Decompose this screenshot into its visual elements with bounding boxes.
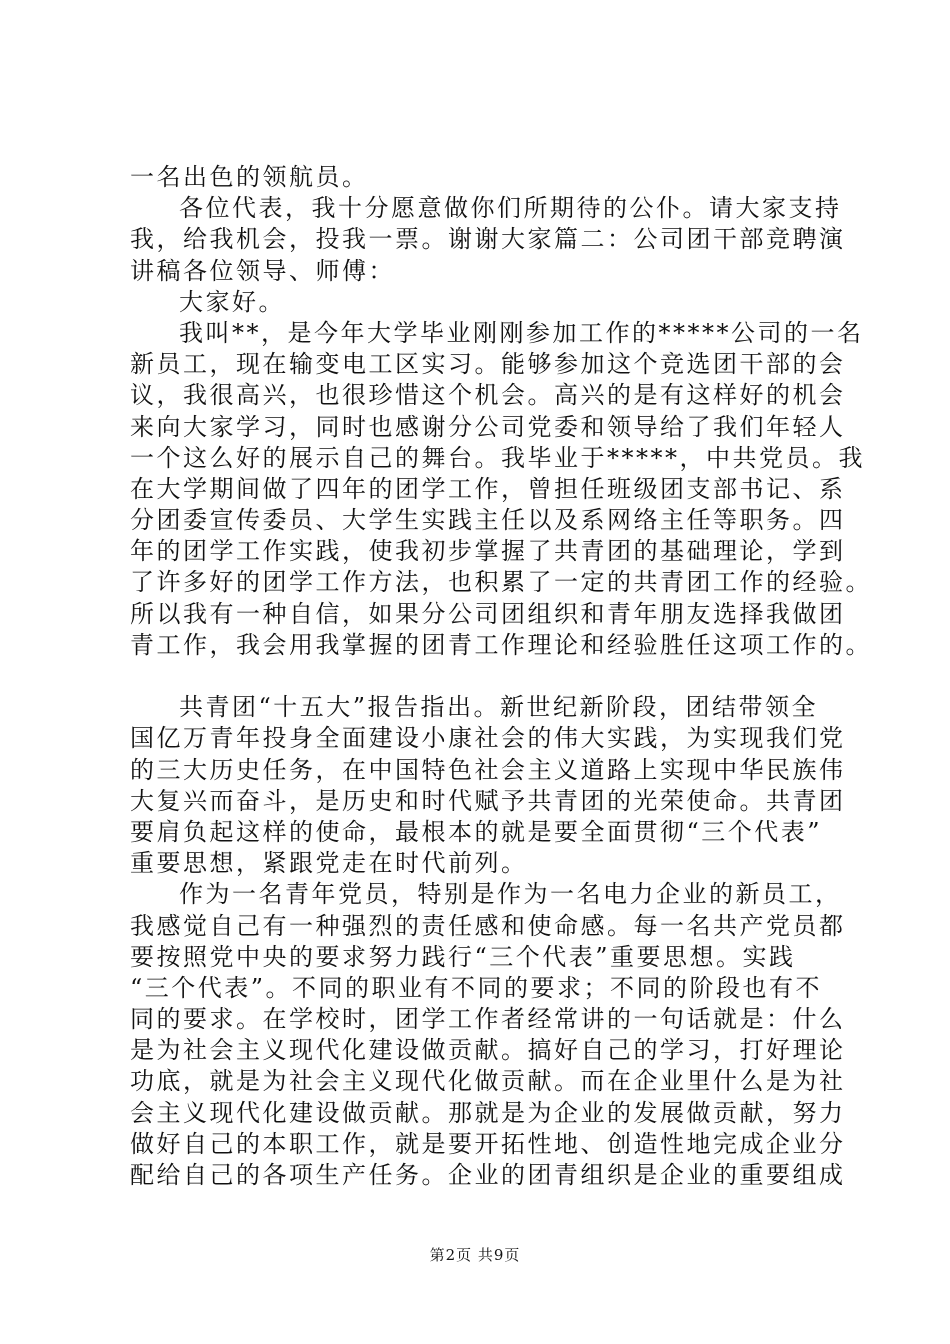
text-line: “三个代表”。不同的职业有不同的要求；不同的阶段也有不 [130, 973, 823, 1002]
text-line: 国亿万青年投身全面建设小康社会的伟大实践，为实现我们党 [130, 724, 846, 753]
text-line: 要按照党中央的要求努力践行“三个代表”重要思想。实践 [130, 942, 796, 971]
text-line: 重要思想，紧跟党走在时代前列。 [130, 849, 528, 878]
text-line: 新员工，现在输变电工区实习。能够参加这个竞选团干部的会 [130, 350, 846, 379]
text-line: 分团委宣传委员、大学生实践主任以及系网络主任等职务。四 [130, 506, 846, 535]
blank-line [130, 661, 855, 692]
text-line: 讲稿各位领导、师傅： [130, 256, 395, 285]
text-line: 大复兴而奋斗，是历史和时代赋予共青团的光荣使命。共青团 [130, 786, 846, 815]
text-line: 我，给我机会，投我一票。谢谢大家篇二：公司团干部竞聘演 [130, 225, 846, 254]
document-body [130, 162, 872, 1191]
text-line: 作为一名青年党员，特别是作为一名电力企业的新员工， [179, 880, 842, 909]
text-line: 了许多好的团学工作方法，也积累了一定的共青团工作的经验。 [130, 568, 872, 597]
text-line: 我叫**，是今年大学毕业刚刚参加工作的*****公司的一名 [179, 318, 864, 347]
text-line: 所以我有一种自信，如果分公司团组织和青年朋友选择我做团 [130, 599, 846, 628]
text-line: 是为社会主义现代化建设做贡献。搞好自己的学习，打好理论 [130, 1036, 846, 1065]
text-line: 同的要求。在学校时，团学工作者经常讲的一句话就是：什么 [130, 1005, 846, 1034]
text-line: 来向大家学习，同时也感谢分公司党委和领导给了我们年轻人 [130, 412, 846, 441]
text-line: 的三大历史任务，在中国特色社会主义道路上实现中华民族伟 [130, 755, 846, 784]
text-line: 功底，就是为社会主义现代化做贡献。而在企业里什么是为社 [130, 1067, 846, 1096]
text-line: 议，我很高兴，也很珍惜这个机会。高兴的是有这样好的机会 [130, 381, 846, 410]
text-line: 一名出色的领航员。 [130, 163, 369, 191]
page-number-label: 第2页 共9页 [429, 1246, 521, 1264]
page-footer [0, 1244, 950, 1265]
text-line: 各位代表，我十分愿意做你们所期待的公仆。请大家支持 [179, 194, 842, 223]
text-line: 在大学期间做了四年的团学工作，曾担任班级团支部书记、系 [130, 474, 846, 503]
text-line: 要肩负起这样的使命，最根本的就是要全面贯彻“三个代表” [130, 817, 823, 846]
text-line: 我感觉自己有一种强烈的责任感和使命感。每一名共产党员都 [130, 911, 846, 940]
text-line: 一个这么好的展示自己的舞台。我毕业于*****，中共党员。我 [130, 443, 865, 472]
text-line: 大家好。 [179, 287, 285, 316]
text-line: 年的团学工作实践，使我初步掌握了共青团的基础理论，学到 [130, 537, 846, 566]
text-line: 配给自己的各项生产任务。企业的团青组织是企业的重要组成 [130, 1161, 846, 1189]
text-line: 青工作，我会用我掌握的团青工作理论和经验胜任这项工作的。 [130, 630, 872, 659]
text-line: 会主义现代化建设做贡献。那就是为企业的发展做贡献，努力 [130, 1098, 846, 1127]
text-line: 做好自己的本职工作，就是要开拓性地、创造性地完成企业分 [130, 1129, 846, 1158]
text-line: 共青团“十五大”报告指出。新世纪新阶段，团结带领全 [179, 693, 819, 722]
